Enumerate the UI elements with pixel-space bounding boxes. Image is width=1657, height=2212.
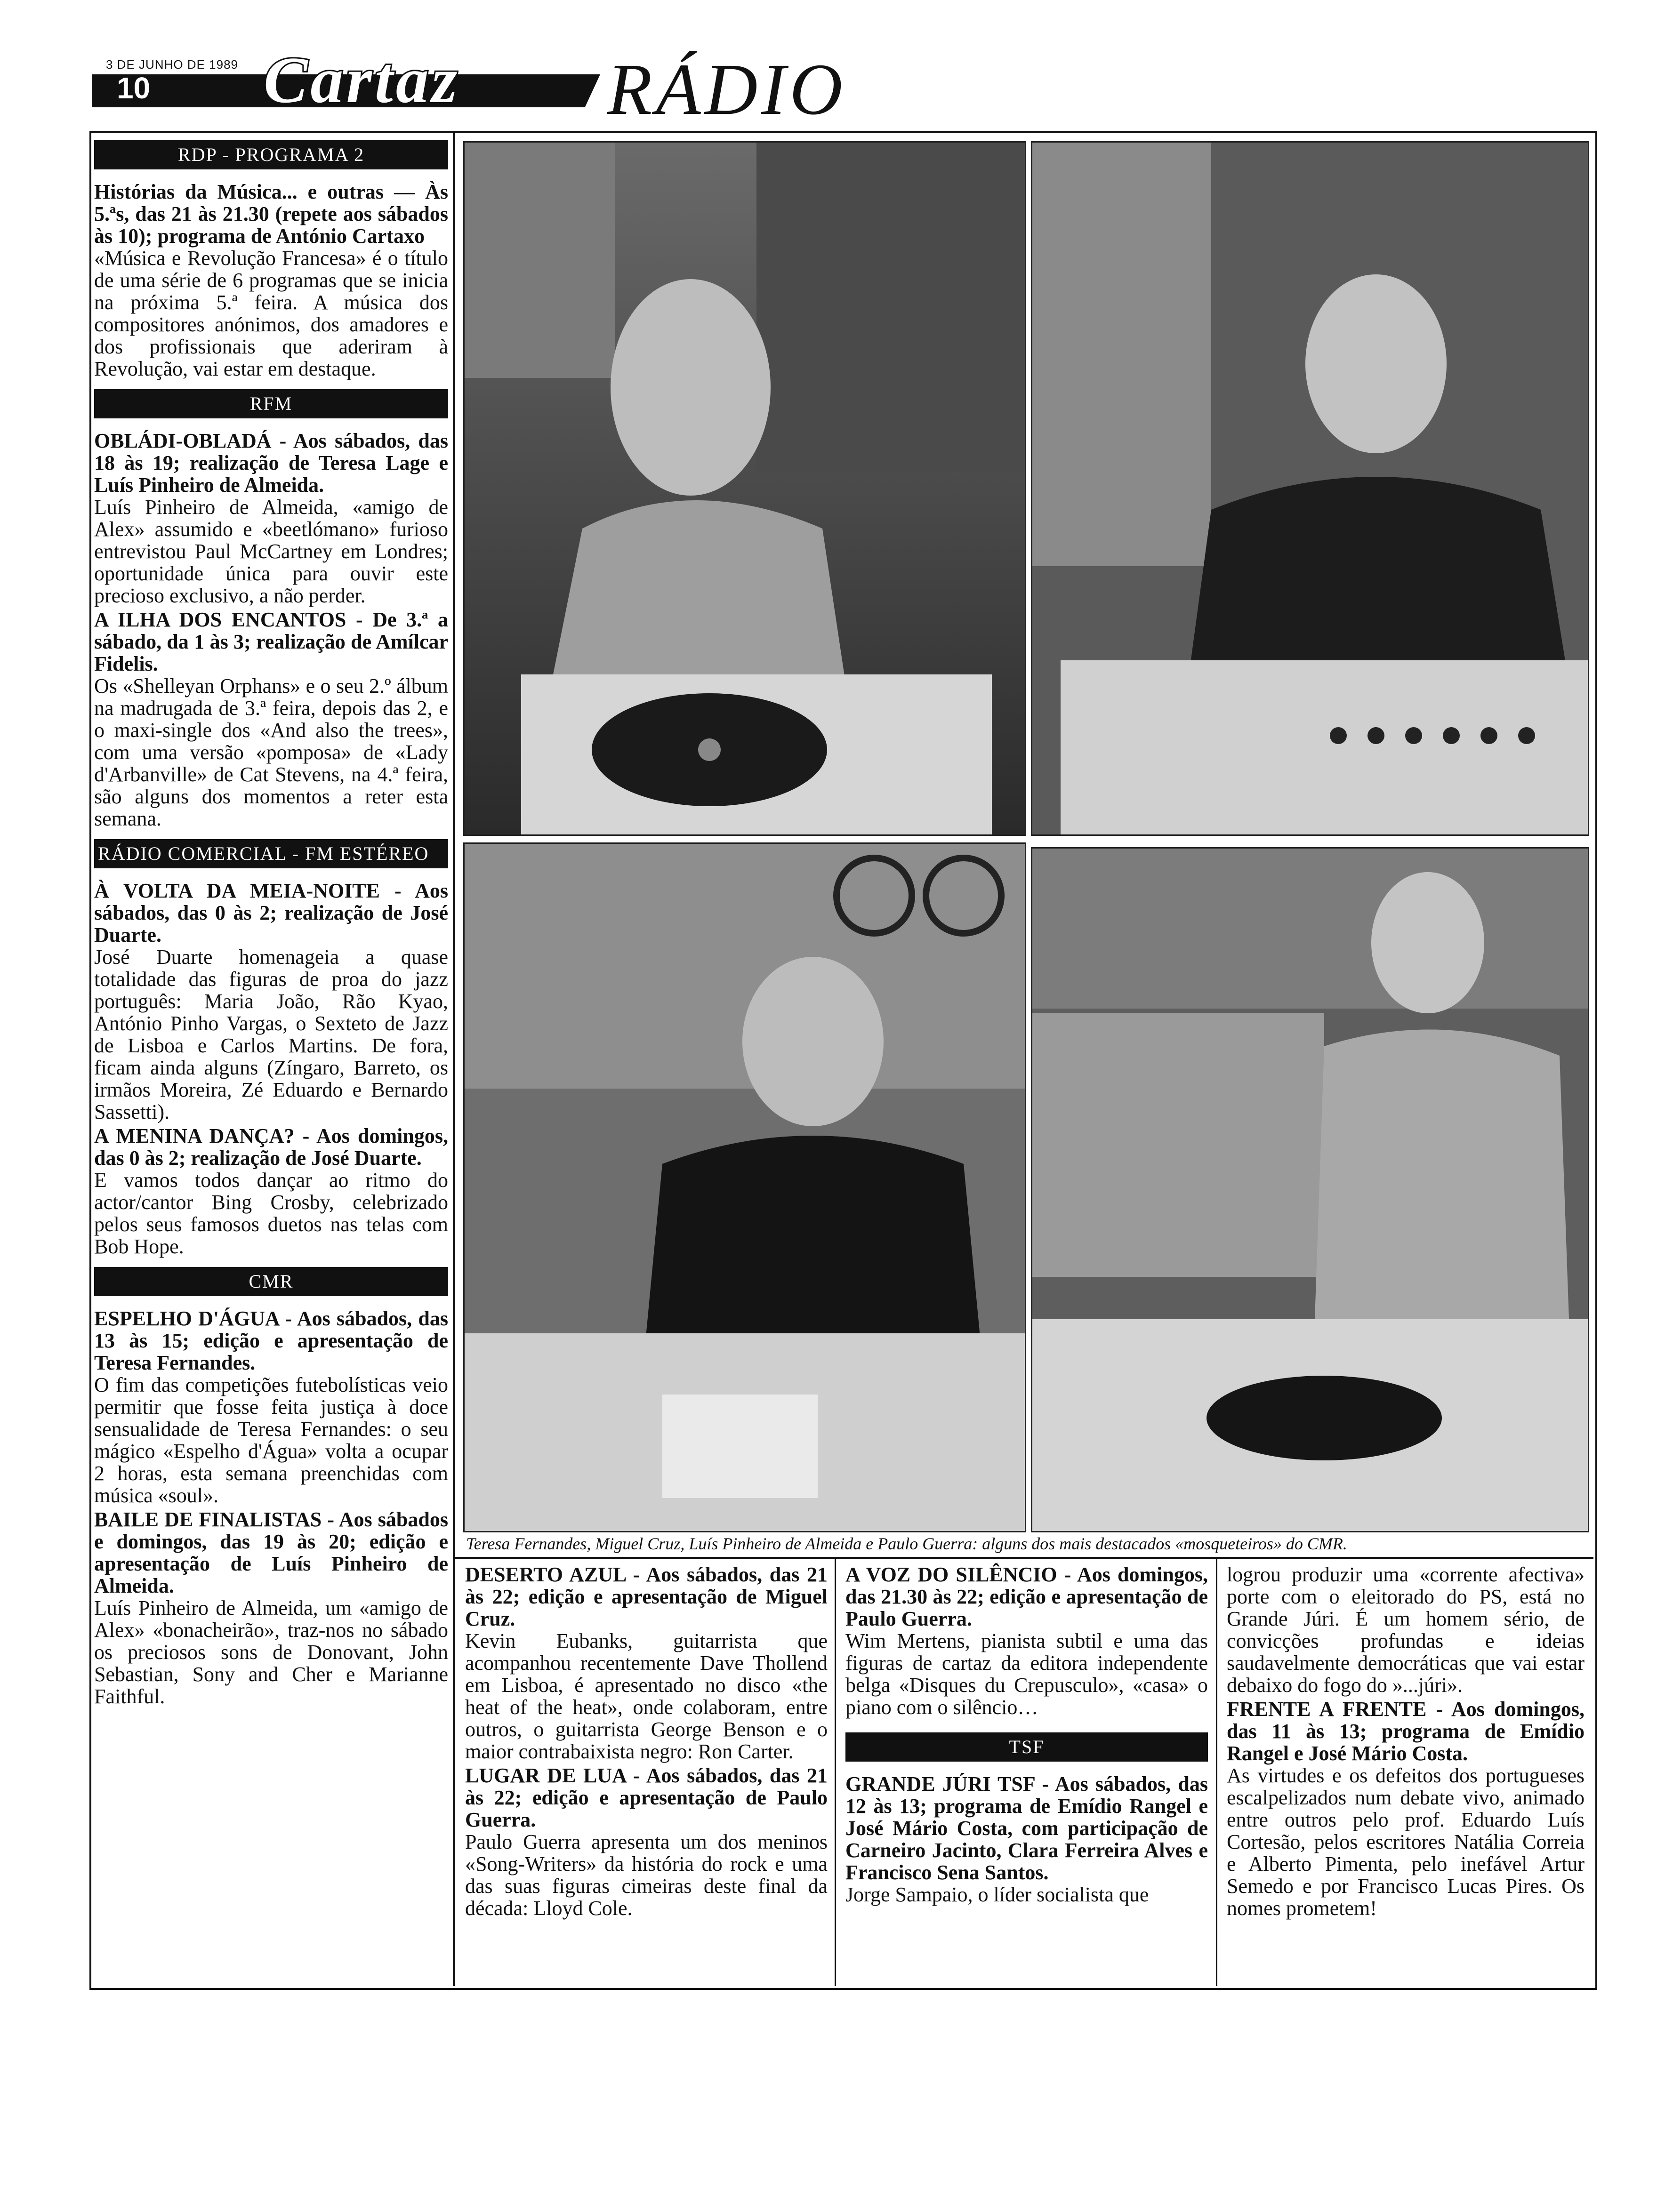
- entry-heading: À VOLTA DA MEIA-NOITE - Aos sábados, das 0 às 2; realização de José Duarte.: [94, 879, 448, 946]
- left-column: [94, 140, 448, 1709]
- issue-date: 3 DE JUNHO DE 1989: [106, 57, 238, 72]
- bottom-column-3: [845, 1563, 1208, 1907]
- entry-heading: A VOZ DO SILÊNCIO - Aos domingos, das 21.30 às 22; edição e apresentação de Paulo Guerra.: [845, 1563, 1208, 1630]
- section-title: RÁDIO: [607, 48, 846, 130]
- cartaz-logo: Cartaz: [264, 44, 460, 117]
- photo-miguel-cruz: [463, 842, 1026, 1532]
- photo-luis-pinheiro: [1031, 141, 1589, 836]
- section-header-cmr: CMR: [94, 1267, 448, 1296]
- page-number: 10: [117, 71, 151, 105]
- entry-heading: Histórias da Música... e outras — Às 5.ªs, das 21 às 21.30 (repete aos sábados às 10); programa de António Cartaxo: [94, 180, 448, 248]
- entry-heading: BAILE DE FINALISTAS - Aos sábados e domingos, das 19 às 20; edição e apresentação de Luís Pinheiro de Almeida.: [94, 1508, 448, 1597]
- entry-body: logrou produzir uma «corrente afectiva» porte com o eleitorado do PS, está no Grande Júri. É um homem sério, de convicções profundas e ideias saudavelmente democráticas que vai estar debaixo do fogo do »...júri».: [1227, 1563, 1585, 1697]
- section-header-tsf: TSF: [845, 1732, 1208, 1762]
- entry-body: Luís Pinheiro de Almeida, um «amigo de Alex» «bonacheirão», traz-nos no sábado os preciosos sons de Donovant, John Sebastian, Sony and Cher e Marianne Faithful.: [94, 1596, 448, 1708]
- entry-heading: ESPELHO D'ÁGUA - Aos sábados, das 13 às 15; edição e apresentação de Teresa Fernandes.: [94, 1307, 448, 1374]
- entry-body: E vamos todos dançar ao ritmo do actor/cantor Bing Crosby, celebrizado pelos seus famosos duetos nas telas com Bob Hope.: [94, 1169, 448, 1258]
- entry-body: Os «Shelleyan Orphans» e o seu 2.º álbum na madrugada de 3.ª feira, depois das 2, e o maxi-single dos «And also the trees», com uma versão «pomposa» de «Lady d'Arbanville» de Cat Stevens, na 4.ª feira, são alguns dos momentos a reter esta semana.: [94, 674, 448, 830]
- bottom-section-rule: [455, 1557, 1593, 1559]
- photo-caption: Teresa Fernandes, Miguel Cruz, Luís Pinheiro de Almeida e Paulo Guerra: alguns dos mais destacados «mosqueteiros» do CMR.: [466, 1534, 1347, 1553]
- photo-paulo-guerra: [1031, 847, 1589, 1532]
- entry-heading: A ILHA DOS ENCANTOS - De 3.ª a sábado, da 1 às 3; realização de Amílcar Fidelis.: [94, 608, 448, 675]
- entry-body: Kevin Eubanks, guitarrista que acompanhou recentemente Dave Thollend em Lisboa, é apresentado no disco «the heat of the heat», onde colaboram, entre outros, o guitarrista George Benson e o maior contrabaixista negro: Ron Carter.: [465, 1629, 828, 1763]
- entry-heading: OBLÁDI-OBLADÁ - Aos sábados, das 18 às 19; realização de Teresa Lage e Luís Pinheiro de Almeida.: [94, 429, 448, 497]
- section-header-rdp: RDP - PROGRAMA 2: [94, 140, 448, 169]
- photo-teresa-fernandes: [463, 141, 1026, 836]
- entry-body: «Música e Revolução Francesa» é o título de uma série de 6 programas que se inicia na próxima 5.ª feira. A música dos compositores anónimos, dos amadores e dos profissionais que aderiram à Revolução, vai estar em destaque.: [94, 247, 448, 380]
- entry-body: Paulo Guerra apresenta um dos meninos «Song-Writers» da história do rock e uma das suas figuras cimeiras deste final da década: Lloyd Cole.: [465, 1830, 828, 1920]
- column-rule-3: [1216, 1559, 1217, 1986]
- entry-heading: FRENTE A FRENTE - Aos domingos, das 11 às 13; programa de Emídio Rangel e José Mário Costa.: [1227, 1698, 1585, 1765]
- section-header-rfm: RFM: [94, 389, 448, 418]
- bottom-column-4: [1227, 1563, 1585, 1921]
- column-rule-2: [835, 1559, 836, 1986]
- entry-body: O fim das competições futebolísticas veio permitir que fosse feita justiça à doce sensualidade de Teresa Fernandes: o seu mágico «Espelho d'Água» volta a ocupar 2 horas, esta semana preenchidas com música «soul».: [94, 1373, 448, 1507]
- entry-body: José Duarte homenageia a quase totalidade das figuras de proa do jazz português: Maria João, Rão Kyao, António Pinho Vargas, o Sexteto de Jazz de Lisboa e Carlos Martins. De fora, ficam ainda alguns (Zíngaro, Barreto, os irmãos Moreira, Zé Eduardo e Bernardo Sassetti).: [94, 946, 448, 1123]
- masthead: [0, 0, 1657, 130]
- section-header-comercial: RÁDIO COMERCIAL - FM ESTÉREO: [94, 839, 448, 868]
- entry-body: As virtudes e os defeitos dos portugueses escalpelizados num debate vivo, animado entre outros pelo prof. Eduardo Luís Cortesão, pelos escritores Natália Correia e Alberto Pimenta, pelo inefável Artur Semedo e por Francisco Lucas Pires. Os nomes prometem!: [1227, 1764, 1585, 1920]
- entry-body: Luís Pinheiro de Almeida, «amigo de Alex» assumido e «beetlómano» furioso entrevistou Paul McCartney em Londres; oportunidade única para ouvir este precioso exclusivo, a não perder.: [94, 496, 448, 607]
- entry-heading: LUGAR DE LUA - Aos sábados, das 21 às 22; edição e apresentação de Paulo Guerra.: [465, 1764, 828, 1831]
- entry-heading: A MENINA DANÇA? - Aos domingos, das 0 às 2; realização de José Duarte.: [94, 1124, 448, 1170]
- bottom-column-2: [465, 1563, 828, 1921]
- column-rule-1: [453, 133, 455, 1986]
- entry-body: Wim Mertens, pianista subtil e uma das figuras de cartaz da editora independente belga «Disques du Crepusculo», «casa» o piano com o silêncio…: [845, 1629, 1208, 1719]
- entry-body: Jorge Sampaio, o líder socialista que: [845, 1883, 1149, 1906]
- entry-heading: DESERTO AZUL - Aos sábados, das 21 às 22; edição e apresentação de Miguel Cruz.: [465, 1563, 828, 1630]
- entry-heading: GRANDE JÚRI TSF - Aos sábados, das 12 às 13; programa de Emídio Rangel e José Mário Costa, com participação de Carneiro Jacinto, Clara Ferreira Alves e Francisco Sena Santos.: [845, 1772, 1208, 1884]
